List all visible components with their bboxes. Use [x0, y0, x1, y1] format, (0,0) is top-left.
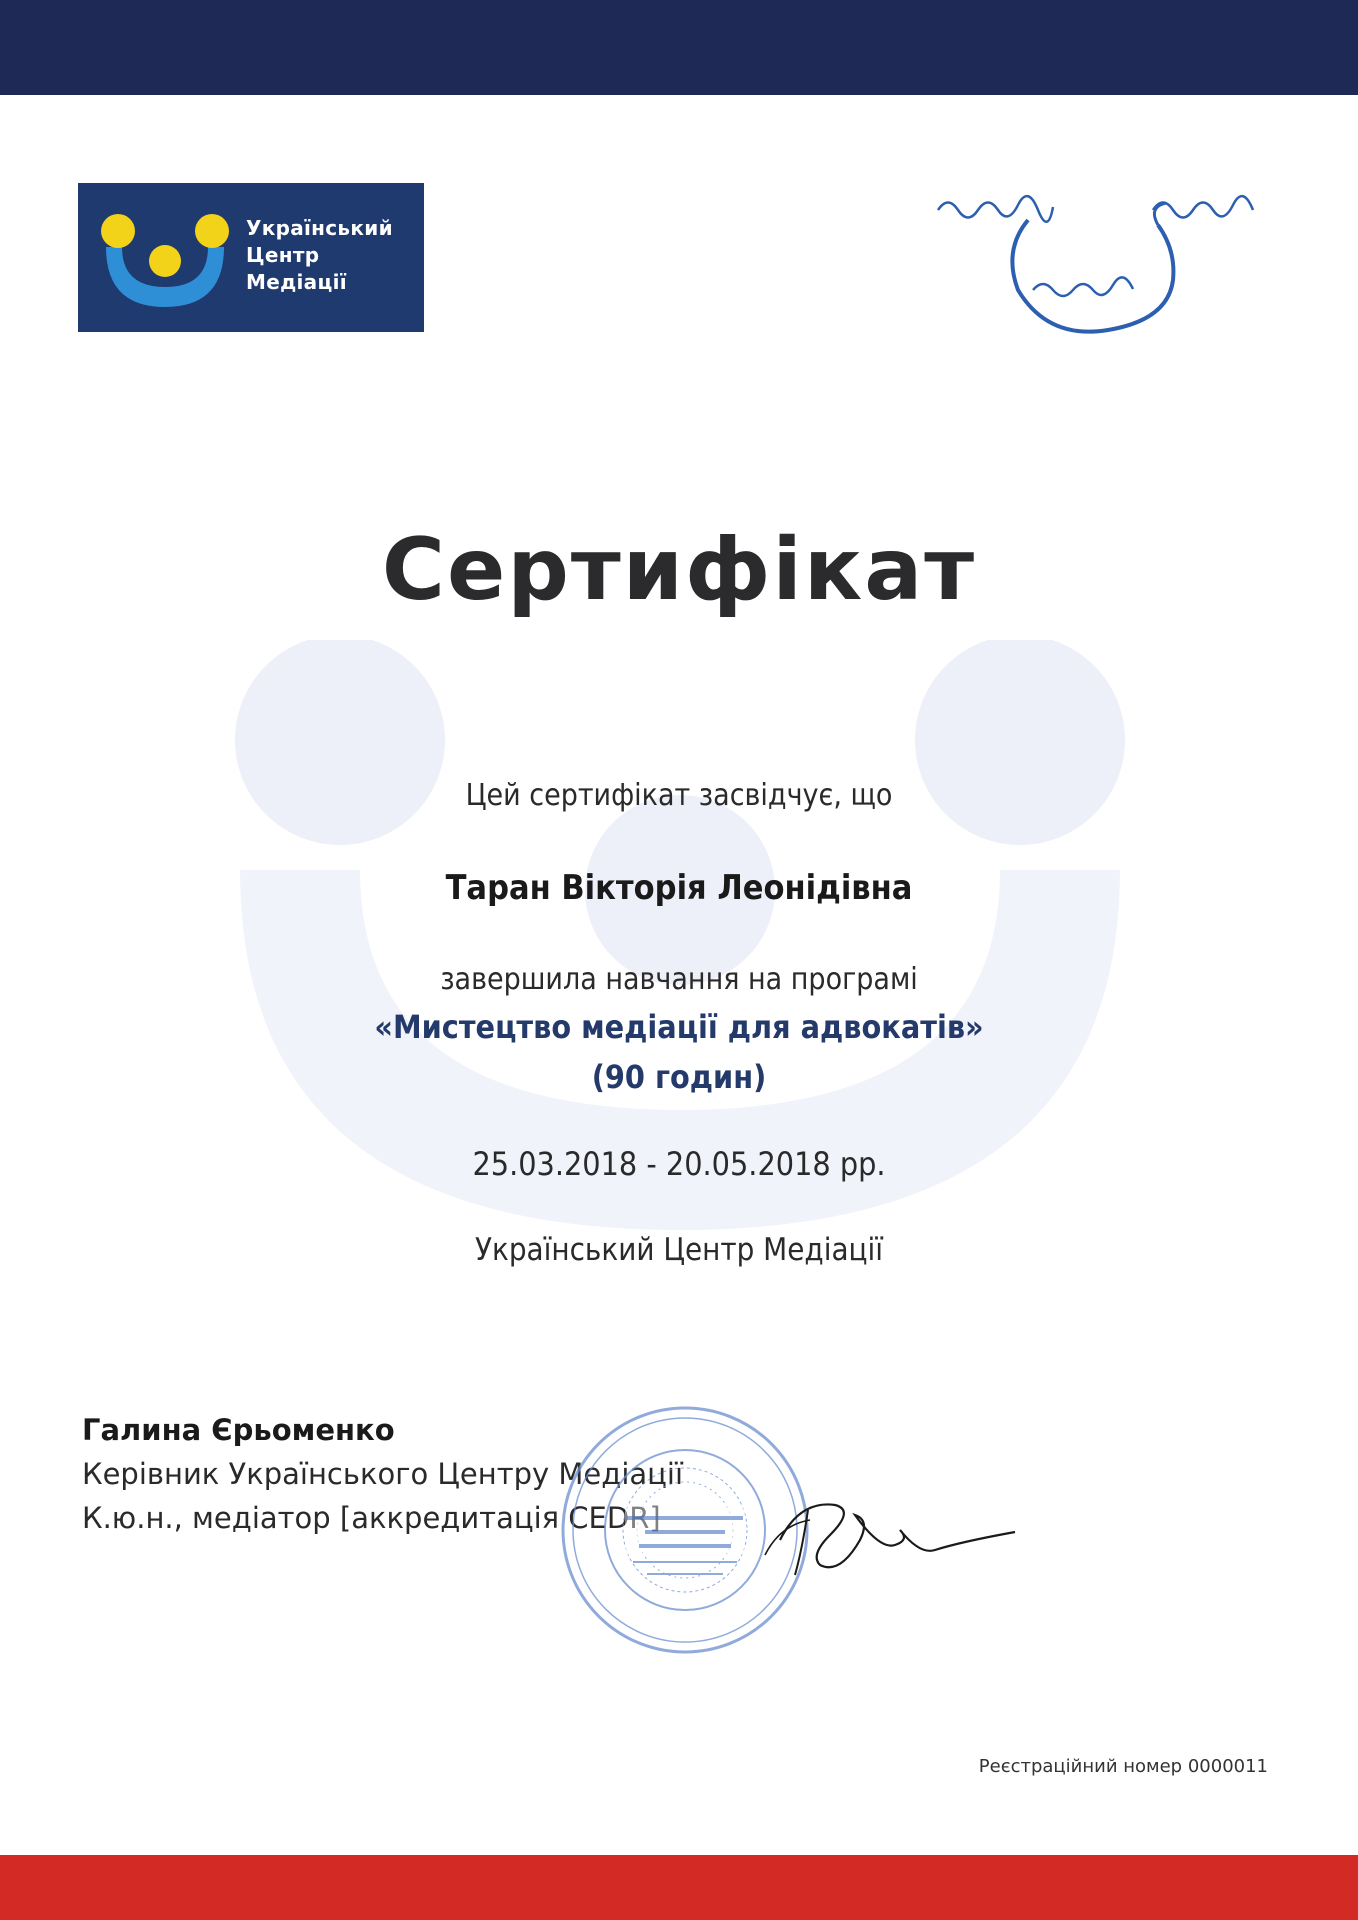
logo-line-1: Український: [246, 216, 393, 240]
top-color-bar: [0, 0, 1358, 95]
recipient-name: Таран Вікторія Леонідівна: [445, 868, 913, 908]
completed-line: завершила навчання на програмі: [440, 962, 918, 997]
attest-line: Цей сертифікат засвідчує, що: [465, 778, 893, 813]
program-name: «Мистецтво медіації для адвокатів»: [374, 1008, 984, 1046]
bottom-color-bar: [0, 1855, 1358, 1920]
handwritten-signature: [760, 1480, 1020, 1590]
logo-line-3: Медіації: [246, 270, 347, 294]
organization-name: Український Центр Медіації: [474, 1232, 884, 1268]
logo-line-2: Центр: [246, 243, 320, 267]
registration-number: Реєстраційний номер 0000011: [978, 1756, 1268, 1777]
handwritten-program-logo: [918, 180, 1278, 350]
ucm-logo: [78, 183, 424, 332]
signer-name: Галина Єрьоменко: [82, 1413, 395, 1447]
signer-credentials: К.ю.н., медіатор [аккредитація CEDR]: [82, 1501, 661, 1535]
program-hours: (90 годин): [591, 1058, 767, 1096]
smile-dots-icon: [100, 209, 230, 309]
certificate-title: Сертифікат: [381, 520, 977, 620]
signer-role: Керівник Українського Центру Медіації: [82, 1457, 683, 1491]
program-dates: 25.03.2018 - 20.05.2018 рр.: [472, 1145, 886, 1183]
